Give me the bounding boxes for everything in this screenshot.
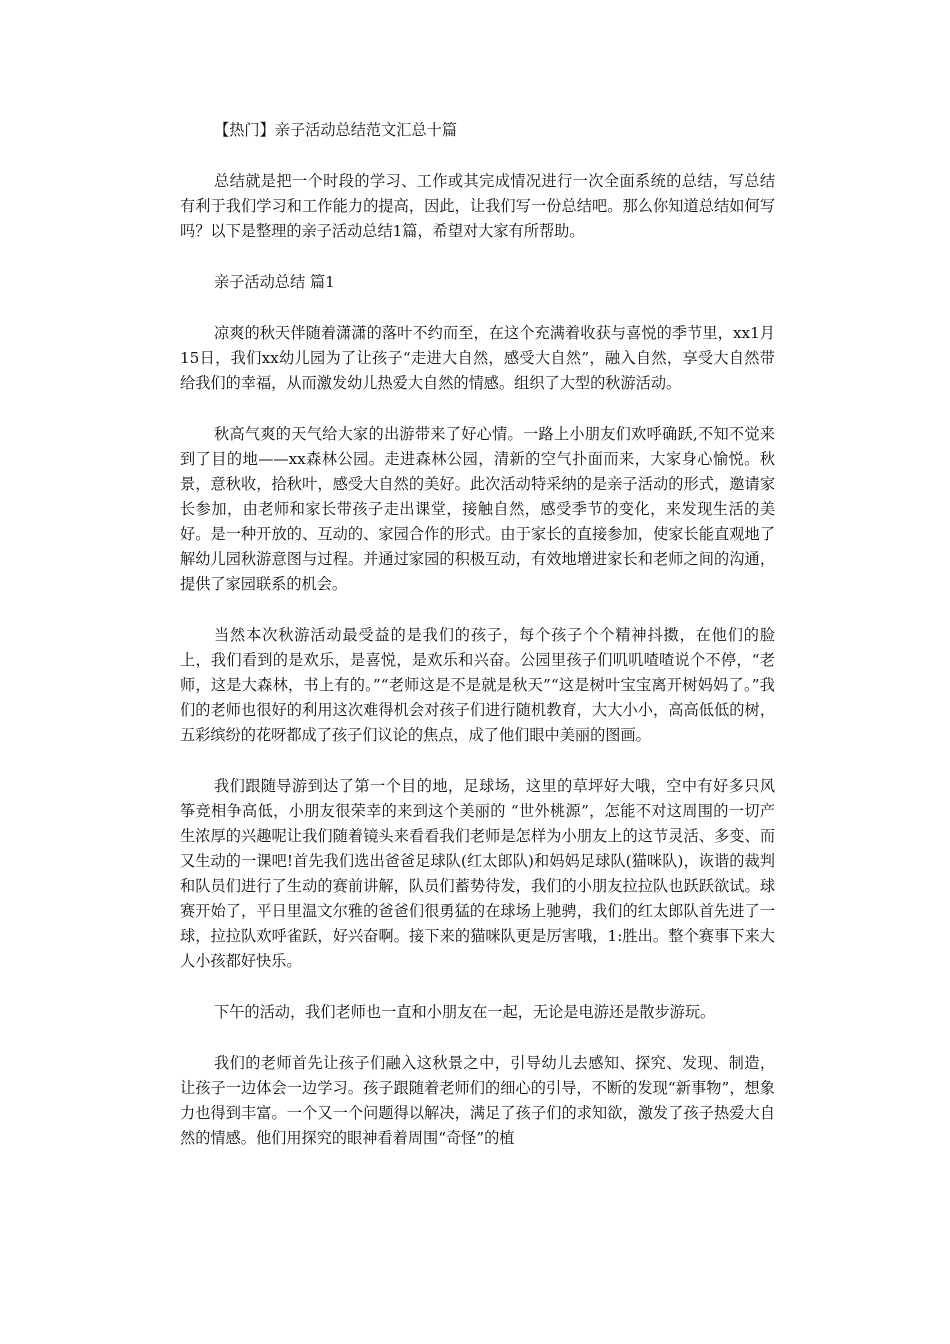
- section-heading: 亲子活动总结 篇1: [214, 273, 335, 291]
- document-page: [180, 118, 775, 1177]
- body-paragraph-2: 秋高气爽的天气给大家的出游带来了好心情。一路上小朋友们欢呼确跃,不知不觉来到了目的地——xx森林公园。走进森林公园，清新的空气扑面而来，大家身心愉悦。秋景，意秋收，拾秋叶，感受大自然的美好。此次活动特采纳的是亲子活动的形式，邀请家长参加，由老师和家长带孩子走出课堂，接触自然，感受季节的变化，来发现生活的美好。是一种开放的、互动的、家园合作的形式。由于家长的直接参加，使家长能直观地了解幼儿园秋游意图与过程。并通过家园的积极互动，有效地增进家长和老师之间的沟通，提供了家园联系的机会。: [180, 425, 775, 593]
- body-paragraph-6: 我们的老师首先让孩子们融入这秋景之中，引导幼儿去感知、探究、发现、制造，让孩子一边体会一边学习。孩子跟随着老师们的细心的引导，不断的发现“新事物”，想象力也得到丰富。一个又一个问题得以解决，满足了孩子们的求知欲，激发了孩子热爱大自然的情感。他们用探究的眼神看着周围“奇怪”的植: [180, 1054, 775, 1147]
- body-paragraph-3: 当然本次秋游活动最受益的是我们的孩子，每个孩子个个精神抖擞，在他们的脸上，我们看到的是欢乐，是喜悦，是欢乐和兴奋。公园里孩子们叽叽喳喳说个不停，“老师，这是大森林，书上有的。”“老师这是不是就是秋天”“这是树叶宝宝离开树妈妈了。”我们的老师也很好的利用这次难得机会对孩子们进行随机教育，大大小小，高高低低的树，五彩缤纷的花呀都成了孩子们议论的焦点，成了他们眼中美丽的图画。: [180, 626, 775, 744]
- document-title: 【热门】亲子活动总结范文汇总十篇: [214, 121, 457, 139]
- body-paragraph-4: 我们跟随导游到达了第一个目的地，足球场，这里的草坪好大哦，空中有好多只风筝竞相争高低，小朋友很荣幸的来到这个美丽的 “世外桃源”，怎能不对这周围的一切产生浓厚的兴趣呢让我们随着镜头来看看我们老师是怎样为小朋友上的这节灵活、多变、而又生动的一课吧!首先我们选出爸爸足球队(红太郎队)和妈妈足球队(猫咪队)，诙谐的裁判和队员们进行了生动的赛前讲解，队员们蓄势待发，我们的小朋友拉拉队也跃跃欲试。球赛开始了，平日里温文尔雅的爸爸们很勇猛的在球场上驰骋，我们的红太郎队首先进了一球，拉拉队欢呼雀跃，好兴奋啊。接下来的猫咪队更是厉害哦，1:胜出。整个赛事下来大人小孩都好快乐。: [180, 777, 775, 970]
- intro-paragraph: 总结就是把一个时段的学习、工作或其完成情况进行一次全面系统的总结，写总结有利于我们学习和工作能力的提高，因此，让我们写一份总结吧。那么你知道总结如何写吗？以下是整理的亲子活动总结1篇，希望对大家有所帮助。: [180, 172, 775, 240]
- body-paragraph-5: 下午的活动，我们老师也一直和小朋友在一起，无论是电游还是散步游玩。: [214, 1003, 716, 1021]
- body-paragraph-1: 凉爽的秋天伴随着潇潇的落叶不约而至，在这个充满着收获与喜悦的季节里，xx1月15日，我们xx幼儿园为了让孩子“走进大自然，感受大自然”，融入自然，享受大自然带给我们的幸福，从而激发幼儿热爱大自然的情感。组织了大型的秋游活动。: [180, 324, 775, 392]
